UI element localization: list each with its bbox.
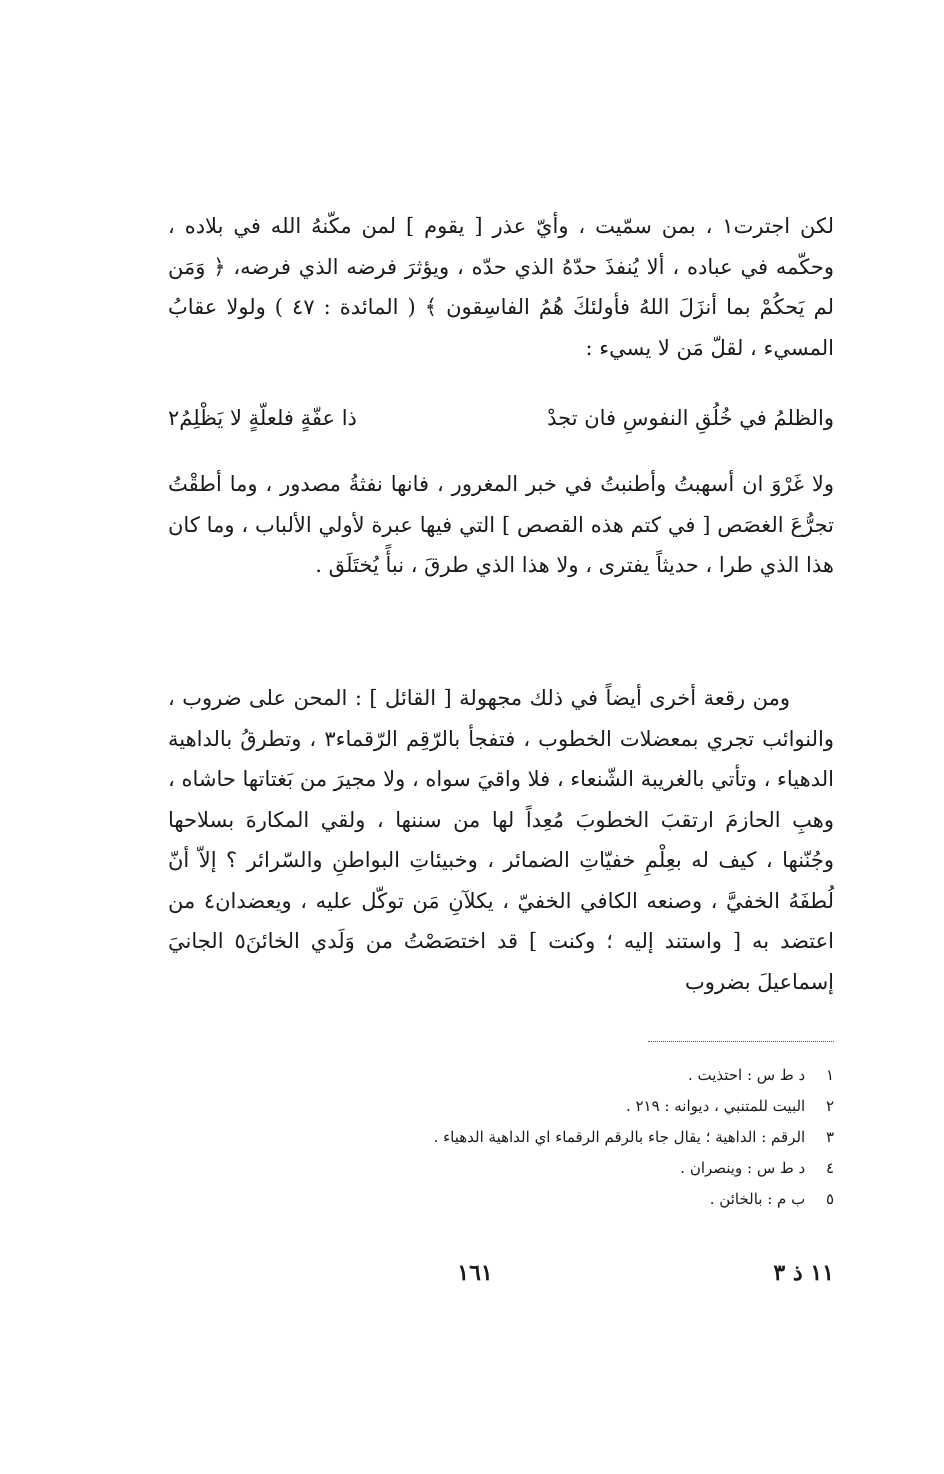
footnote-number: ٤: [825, 1159, 834, 1177]
verse-first-hemistich: والظلمُ في خُلُقِ النفوسِ فان تجدْ: [547, 406, 834, 430]
footnote: [320, 1184, 834, 1215]
paragraph-1: [168, 206, 834, 368]
footnotes: [320, 1060, 834, 1215]
footnote-number: ١: [825, 1066, 834, 1084]
footnote-number: ٣: [825, 1128, 834, 1146]
footnote: [320, 1060, 834, 1091]
footnote-text: د ط س : وينصران .: [680, 1159, 806, 1177]
footnote-number: ٥: [825, 1190, 834, 1208]
paragraph-2: [168, 464, 834, 586]
page-number: ١٦١: [457, 1260, 493, 1286]
printer-signature-mark: ١١ ذ ٣: [773, 1260, 834, 1286]
paragraph-3-text: ومن رقعة أخرى أيضاً في ذلك مجهولة [ القائل ] : المحن على ضروب ، والنوائب تجري بمعضلات الخطوب ، فتفجأ بالرّقِم الرّقماء٣ ، وتطرقُ بالداهية الدهياء ، وتأتي بالغريبة الشّنعاء ، فلا واقيَ سواه ، ولا مجيرَ من بَغتاتها حاشاه ، وهبِ الحازمَ ارتقبَ الخطوبَ مُعِداً لها من سننها ، ولقي المكارهَ بسلاحها وجُنّنها ، كيف له بعِلْمِ خفيّاتِ الضمائر ، وخبيئاتِ البواطنِ والسّرائر ؟ إلاّ أنّ لُطفَهُ الخفيَّ ، وصنعه الكافي الخفيّ ، يكلآنِ مَن توكّل عليه ، ويعضدان٤ من اعتضد به [ واستند إليه ؛ وكنت ] قد اختصَصْتُ من وَلَدي الخائنَ٥ الجانيَ إسماعيلَ بضروب: [168, 686, 835, 994]
paragraph-1-text: لكن اجترت١ ، بمن سمّيت ، وأيّ عذر [ يقوم ] لمن مكّنهُ الله في بلاده ، وحكّمه في عباده ، ألا يُنفذَ حدّهُ الذي حدّه ، ويؤثرَ فرضه الذي فرضه، ﴿ وَمَن لم يَحكُمْ بما أنزَلَ اللهُ فأولئكَ هُمُ الفاسِقون ﴾ ( المائدة : ٤٧ ) ولولا عقابُ المسيء ، لقلّ مَن لا يسيء :: [168, 214, 834, 360]
paragraph-2-text: ولا غَرْوَ ان أسهبتُ وأطنبتُ في خبر المغرور ، فانها نفثةُ مصدور ، وما أطقْتُ تجرُّعَ الغصَص [ في كتم هذه القصص ] التي فيها عبرة لأولي الألباب ، وما كان هذا الذي طرا ، حديثاً يفترى ، ولا هذا الذي طرقَ ، نبأً يُختَلَق .: [168, 472, 834, 577]
footnote-text: د ط س : احتذيت .: [687, 1066, 806, 1084]
footnote-text: ب م : بالخائن .: [709, 1190, 806, 1208]
footnote: [320, 1153, 834, 1184]
footnote-divider: [648, 1041, 834, 1042]
paragraph-3: [168, 678, 834, 1002]
verse-second-hemistich: ذا عفّةٍ فلعلّةٍ لا يَظْلِمُ٢: [168, 406, 357, 430]
footnote-text: الرقم : الداهية ؛ يقال جاء بالرقم الرقماء اي الداهية الدهياء .: [433, 1128, 806, 1146]
footnote-number: ٢: [825, 1097, 834, 1115]
footnote-text: البيت للمتنبي ، ديوانه : ٢١٩ .: [625, 1097, 806, 1115]
footnote: [320, 1122, 834, 1153]
footnote: [320, 1091, 834, 1122]
